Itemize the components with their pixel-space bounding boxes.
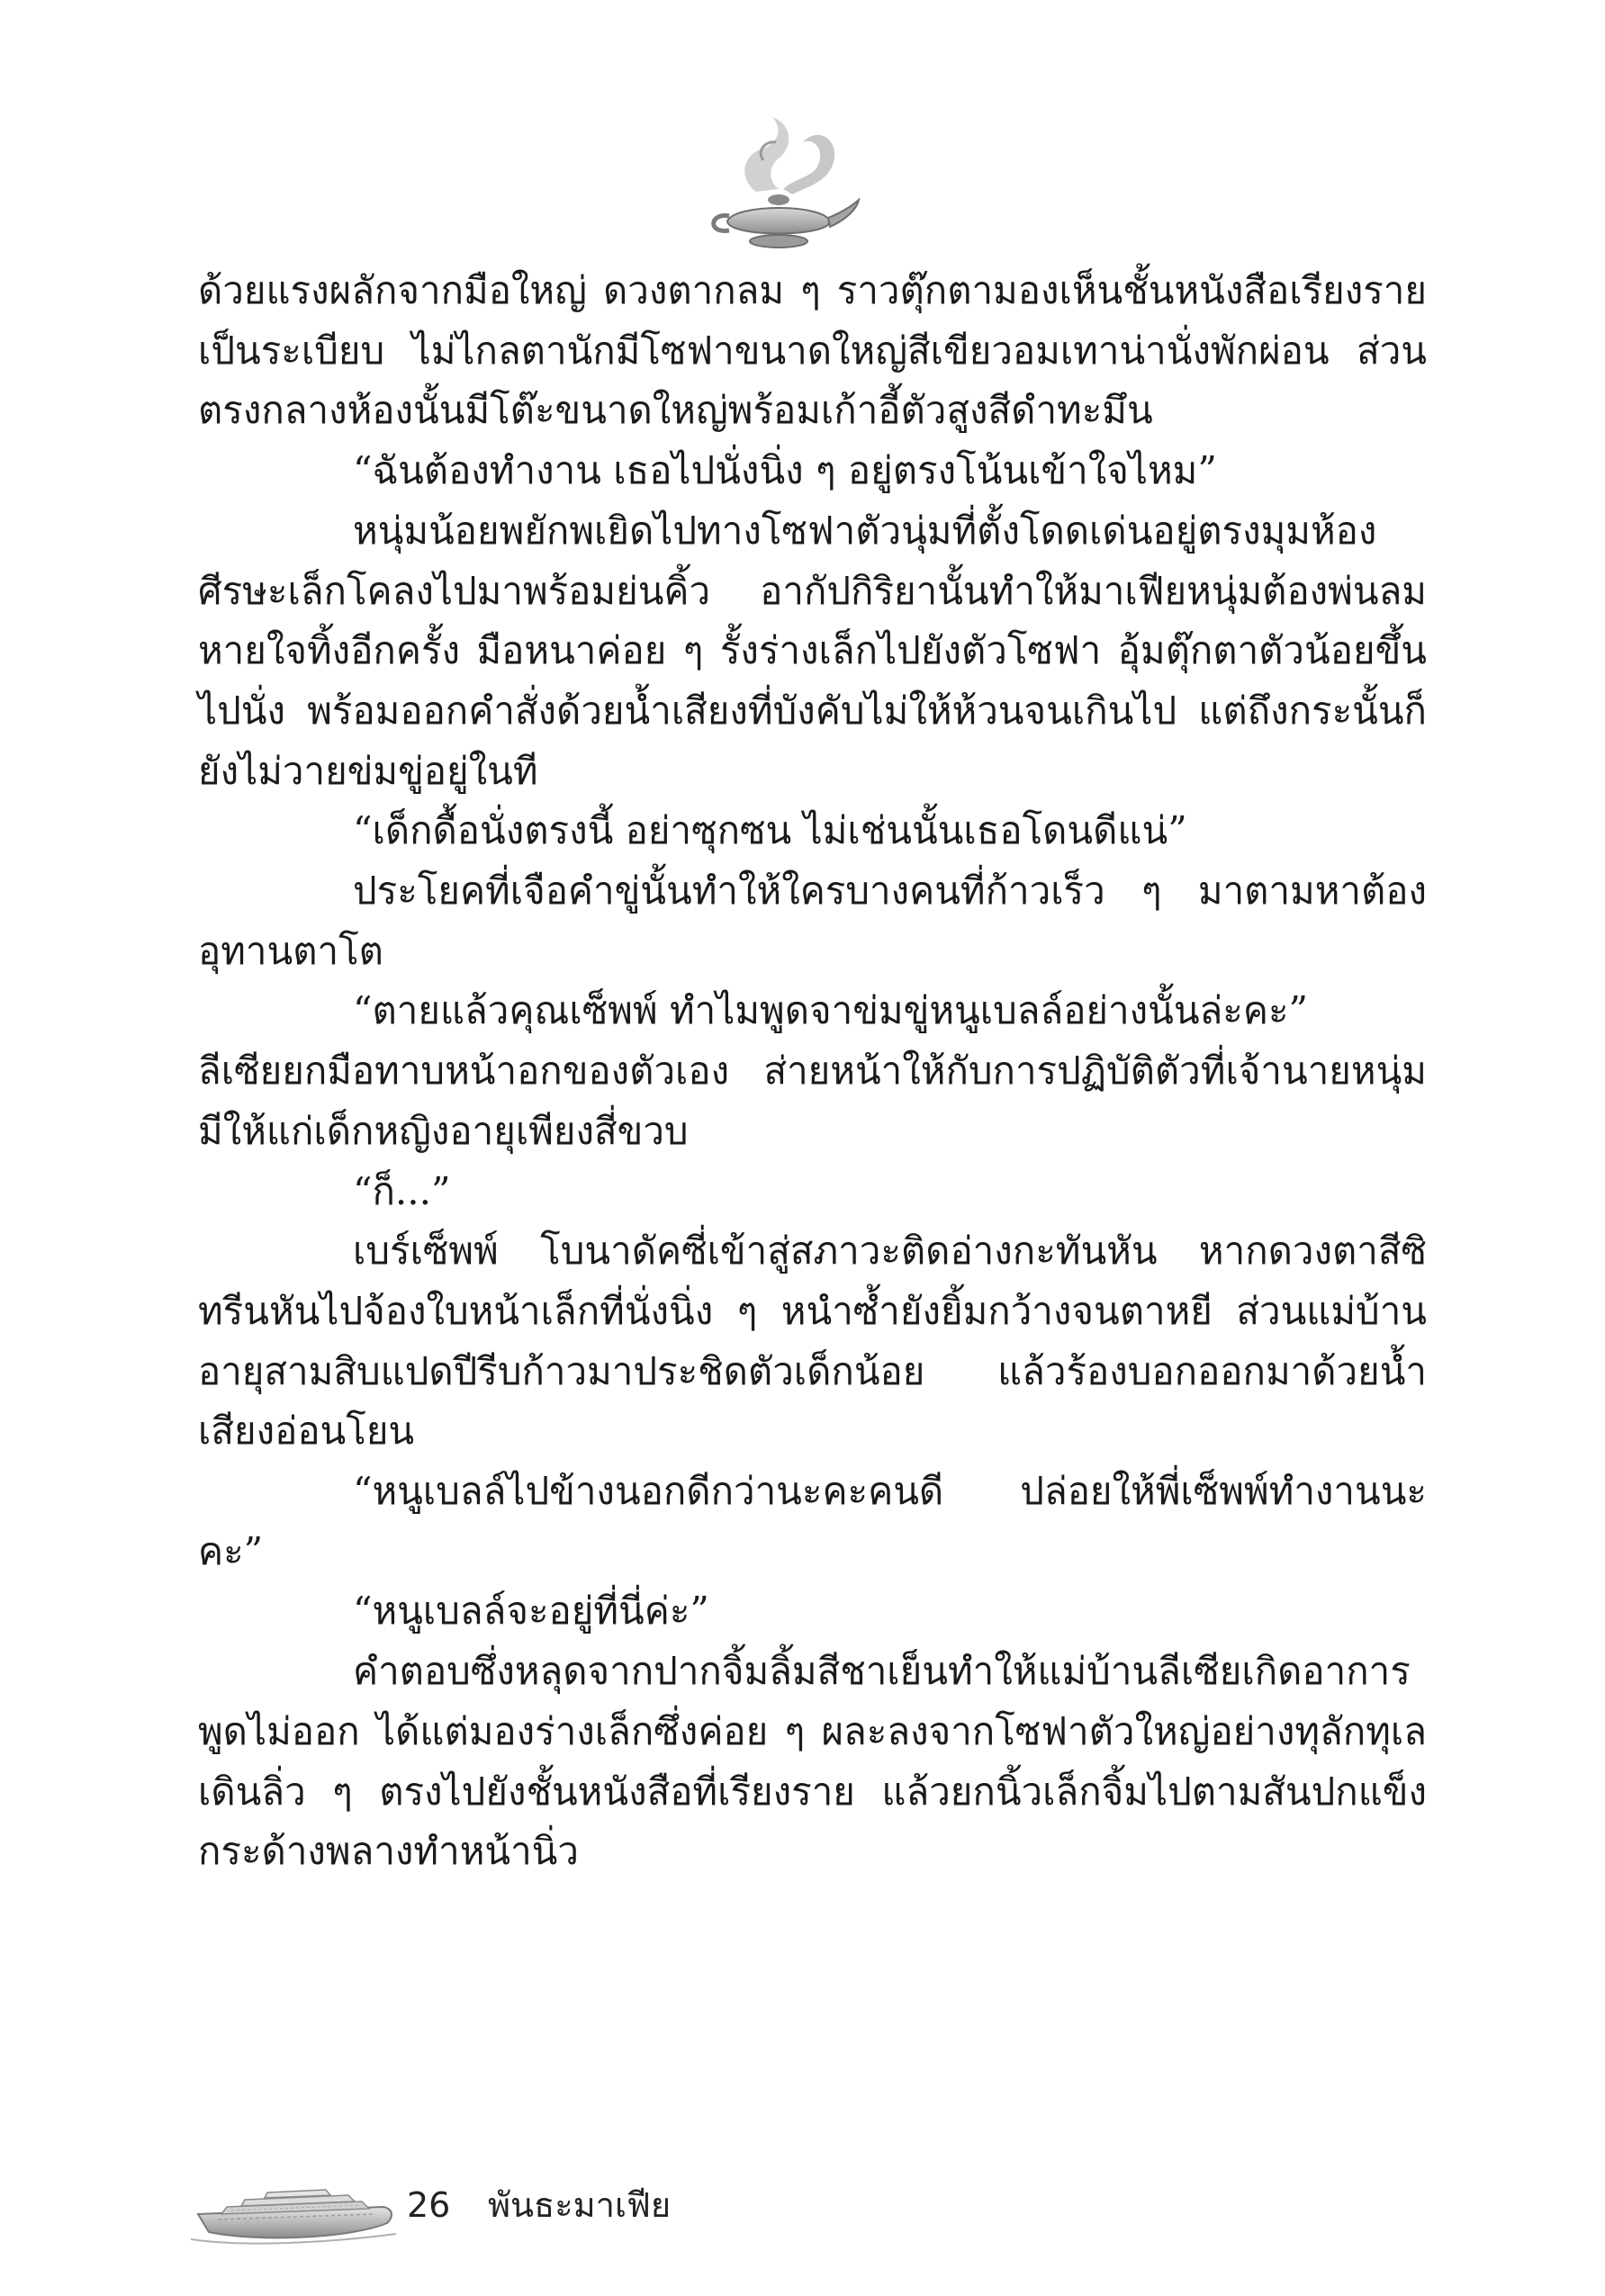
paragraph: ประโยคที่เจือคำขู่นั้นทำให้ใครบางคนที่ก้าวเร็ว ๆ มาตามหาต้องอุทานตาโต — [198, 869, 1427, 973]
book-title: พันธะมาเฟีย — [488, 2185, 672, 2225]
paragraph: ด้วยแรงผลักจากมือใหญ่ ดวงตากลม ๆ ราวตุ๊กตามองเห็นชั้นหนังสือเรียงรายเป็นระเบียบ ไม่ไกลตานักมีโซฟาขนาดใหญ่สีเขียวอมเทาน่านั่งพักผ่อน ส่วนตรงกลางห้องนั้นมีโต๊ะขนาดใหญ่พร้อมเก้าอี้ตัวสูงสีดำทะมึน — [198, 268, 1427, 433]
paragraph: “หนูเบลล์จะอยู่ที่นี่ค่ะ” — [353, 1589, 709, 1634]
paragraph: “ตายแล้วคุณเซ็พพ์ ทำไมพูดจาข่มขู่หนูเบลล์อย่างนั้นล่ะคะ” — [353, 988, 1308, 1033]
paragraph: “ก็...” — [353, 1168, 451, 1213]
paragraph: “ฉันต้องทำงาน เธอไปนั่งนิ่ง ๆ อยู่ตรงโน้นเข้าใจไหม” — [353, 448, 1217, 493]
page-footer — [191, 2160, 821, 2259]
teapot-genie-ornament-icon — [693, 106, 864, 259]
paragraph: คำตอบซึ่งหลุดจากปากจิ้มลิ้มสีชาเย็นทำให้แม่บ้านลีเซียเกิดอาการพูดไม่ออก ได้แต่มองร่างเล็กซึ่งค่อย ๆ ผละลงจากโซฟาตัวใหญ่อย่างทุลักทุเล เดินลิ่ว ๆ ตรงไปยังชั้นหนังสือที่เรียงราย แล้วยกนิ้วเล็กจิ้มไปตามสันปกแข็งกระด้างพลางทำหน้านิ่ว — [198, 1649, 1427, 1874]
body-text — [198, 261, 1427, 1882]
paragraph: “เด็กดื้อนั่งตรงนี้ อย่าซุกซน ไม่เช่นนั้นเธอโดนดีแน่” — [353, 808, 1187, 853]
cruise-ship-icon — [191, 2167, 398, 2253]
paragraph: หนุ่มน้อยพยักพเยิดไปทางโซฟาตัวนุ่มที่ตั้งโดดเด่นอยู่ตรงมุมห้อง ศีรษะเล็กโคลงไปมาพร้อมย่นคิ้ว อากัปกิริยานั้นทำให้มาเฟียหนุ่มต้องพ่นลมหายใจทิ้งอีกครั้ง มือหนาค่อย ๆ รั้งร่างเล็กไปยังตัวโซฟา อุ้มตุ๊กตาตัวน้อยขึ้นไปนั่ง พร้อมออกคำสั่งด้วยน้ำเสียงที่บังคับไม่ให้ห้วนจนเกินไป แต่ถึงกระนั้นก็ยังไม่วายข่มขู่อยู่ในที — [198, 508, 1427, 793]
paragraph: “หนูเบลล์ไปข้างนอกดีกว่านะคะคนดี ปล่อยให้พี่เซ็พพ์ทำงานนะคะ” — [198, 1469, 1427, 1573]
paragraph: ลีเซียยกมือทาบหน้าอกของตัวเอง ส่ายหน้าให้กับการปฏิบัติตัวที่เจ้านายหนุ่มมีให้แก่เด็กหญิงอายุเพียงสี่ขวบ — [198, 1049, 1427, 1153]
page-number: 26 — [407, 2185, 451, 2225]
paragraph: เบร์เซ็พพ์ โบนาดัคซี่เข้าสู่สภาวะติดอ่างกะทันหัน หากดวงตาสีซิทรีนหันไปจ้องใบหน้าเล็กที่นั่งนิ่ง ๆ หนำซ้ำยังยิ้มกว้างจนตาหยี ส่วนแม่บ้านอายุสามสิบแปดปีรีบก้าวมาประชิดตัวเด็กน้อย แล้วร้องบอกออกมาด้วยน้ำเสียงอ่อนโยน — [198, 1229, 1427, 1454]
